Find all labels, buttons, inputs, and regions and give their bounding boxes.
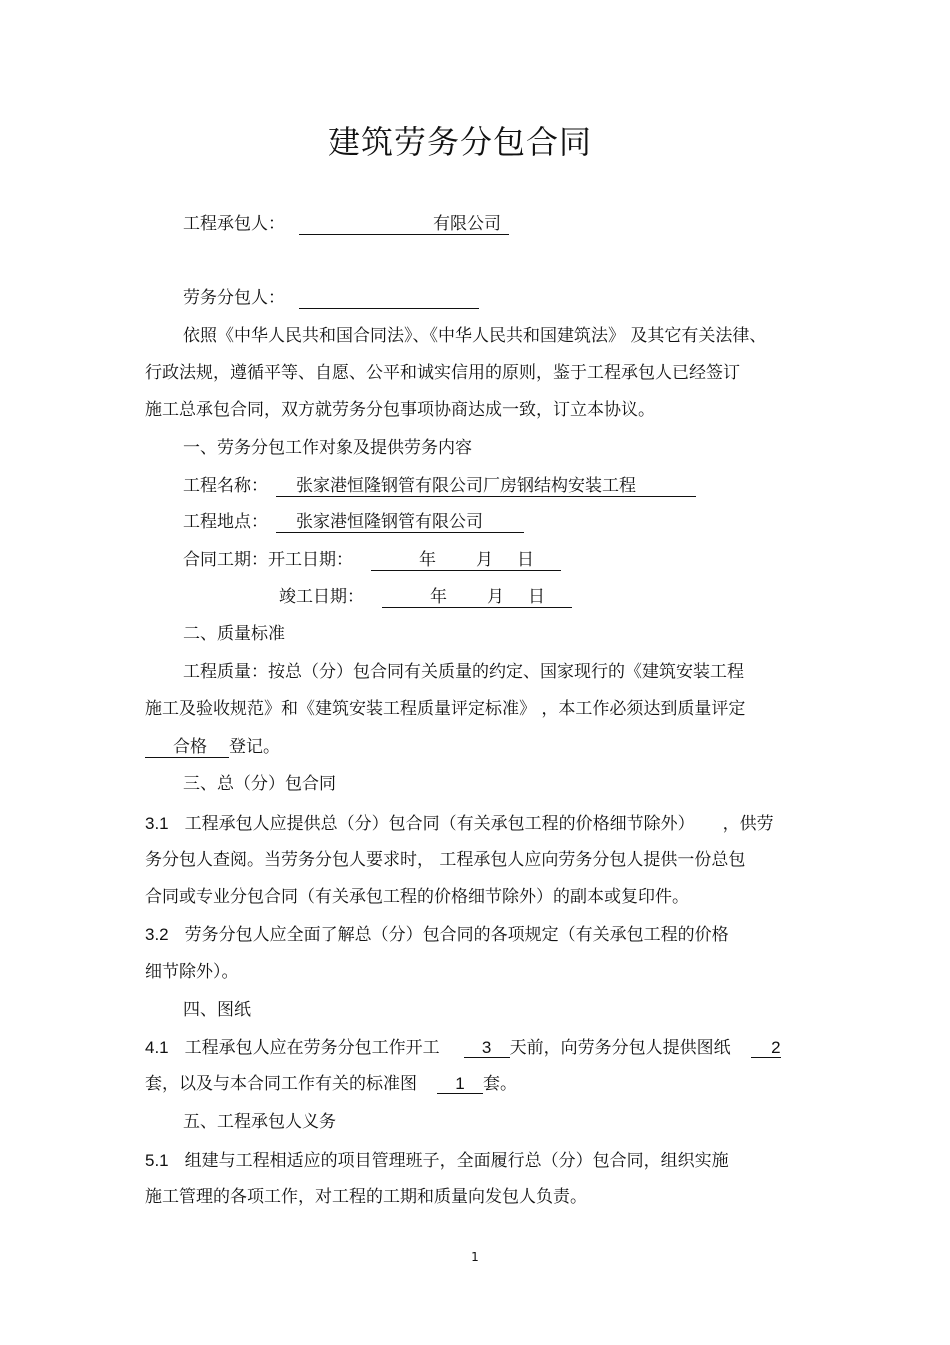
clause-5-1-line-1 bbox=[145, 1150, 729, 1172]
section-1-heading: 一、劳务分包工作对象及提供劳务内容 bbox=[183, 438, 472, 458]
section-5-heading: 五、工程承包人义务 bbox=[183, 1112, 336, 1132]
end-date-line bbox=[279, 586, 572, 608]
start-label: 开工日期： bbox=[268, 550, 353, 570]
contractor-name-field bbox=[299, 215, 509, 235]
clause-3-1-text: 工程承包人应提供总（分）包合同（有关承包工程的价格细节除外） bbox=[184, 814, 695, 834]
project-name: 张家港恒隆钢管有限公司厂房钢结构安装工程 bbox=[296, 476, 636, 496]
location-label: 工程地点： bbox=[183, 512, 268, 532]
clause-3-1-line-1 bbox=[145, 813, 774, 835]
start-year: 年 bbox=[419, 550, 436, 570]
section-2-heading: 二、质量标准 bbox=[183, 624, 285, 644]
contractor-name: 有限公司 bbox=[433, 214, 501, 234]
clause-5-1-text: 组建与工程相适应的项目管理班子，全面履行总（分）包合同，组织实施 bbox=[184, 1151, 729, 1171]
start-date-field bbox=[371, 551, 561, 571]
intro-line-1: 依照《中华人民共和国合同法》、《中华人民共和国建筑法》 及其它有关法律、 bbox=[183, 326, 767, 346]
project-name-label: 工程名称： bbox=[183, 476, 268, 496]
end-date-field bbox=[382, 588, 572, 608]
start-date-line bbox=[183, 549, 561, 571]
quality-grade-field bbox=[145, 738, 229, 758]
period-label: 合同工期： bbox=[183, 550, 268, 570]
contractor-line bbox=[183, 213, 509, 235]
clause-3-1-tail: ，供劳 bbox=[722, 814, 774, 834]
days-before-field: 3 bbox=[464, 1038, 510, 1058]
start-month: 月 bbox=[476, 550, 493, 570]
quality-line-1: 工程质量：按总（分）包合同有关质量的约定、国家现行的《建筑安装工程 bbox=[183, 662, 744, 682]
clause-3-2-number: 3.2 bbox=[145, 925, 169, 944]
quality-line-2: 施工及验收规范》和《建筑安装工程质量评定标准》 ，本工作必须达到质量评定 bbox=[145, 699, 746, 719]
section-4-heading: 四、图纸 bbox=[183, 1000, 251, 1020]
clause-5-1-line-2: 施工管理的各项工作，对工程的工期和质量向发包人负责。 bbox=[145, 1187, 587, 1207]
end-month: 月 bbox=[487, 587, 504, 607]
clause-3-2-line-2: 细节除外）。 bbox=[145, 962, 239, 982]
quality-line-3 bbox=[145, 736, 280, 758]
subcontractor-name-field bbox=[299, 289, 479, 309]
contractor-label: 工程承包人： bbox=[183, 214, 285, 234]
clause-4-1-number: 4.1 bbox=[145, 1038, 169, 1057]
clause-4-1-line-2 bbox=[145, 1073, 517, 1095]
location-line bbox=[183, 511, 524, 533]
clause-3-1-number: 3.1 bbox=[145, 814, 169, 833]
project-name-field bbox=[276, 477, 696, 497]
end-label: 竣工日期： bbox=[279, 587, 364, 607]
clause-5-1-number: 5.1 bbox=[145, 1151, 169, 1170]
subcontractor-line bbox=[183, 287, 479, 309]
contract-title: 建筑劳务分包合同 bbox=[327, 123, 592, 161]
project-name-line bbox=[183, 475, 696, 497]
clause-3-2-text: 劳务分包人应全面了解总（分）包合同的各项规定（有关承包工程的价格 bbox=[184, 925, 729, 945]
intro-line-2: 行政法规，遵循平等、自愿、公平和诚实信用的原则，鉴于工程承包人已经签订 bbox=[145, 363, 740, 383]
location-field bbox=[276, 513, 524, 533]
end-year: 年 bbox=[430, 587, 447, 607]
clause-4-1-line-1 bbox=[145, 1037, 781, 1059]
page-number: 1 bbox=[471, 1250, 479, 1264]
clause-3-1-line-2: 务分包人查阅。当劳务分包人要求时， 工程承包人应向劳务分包人提供一份总包 bbox=[145, 850, 746, 870]
drawing-sets-field: 2 bbox=[751, 1038, 781, 1058]
subcontractor-label: 劳务分包人： bbox=[183, 288, 285, 308]
clause-4-1-text-c: 套，以及与本合同工作有关的标准图 bbox=[145, 1074, 417, 1094]
quality-suffix: 登记。 bbox=[229, 737, 280, 757]
clause-4-1-text-d: 套。 bbox=[483, 1074, 517, 1094]
intro-line-3: 施工总承包合同，双方就劳务分包事项协商达成一致，订立本协议。 bbox=[145, 400, 655, 420]
clause-3-2-line-1 bbox=[145, 924, 729, 946]
section-3-heading: 三、总（分）包合同 bbox=[183, 774, 336, 794]
end-day: 日 bbox=[528, 587, 545, 607]
clause-3-1-line-3: 合同或专业分包合同（有关承包工程的价格细节除外）的副本或复印件。 bbox=[145, 887, 689, 907]
clause-4-1-text-a: 工程承包人应在劳务分包工作开工 bbox=[184, 1038, 440, 1058]
clause-4-1-text-b: 天前，向劳务分包人提供图纸 bbox=[509, 1038, 731, 1058]
standard-sets-field: 1 bbox=[437, 1074, 483, 1094]
location-value: 张家港恒隆钢管有限公司 bbox=[296, 512, 483, 532]
start-day: 日 bbox=[517, 550, 534, 570]
quality-grade: 合格 bbox=[173, 737, 207, 757]
